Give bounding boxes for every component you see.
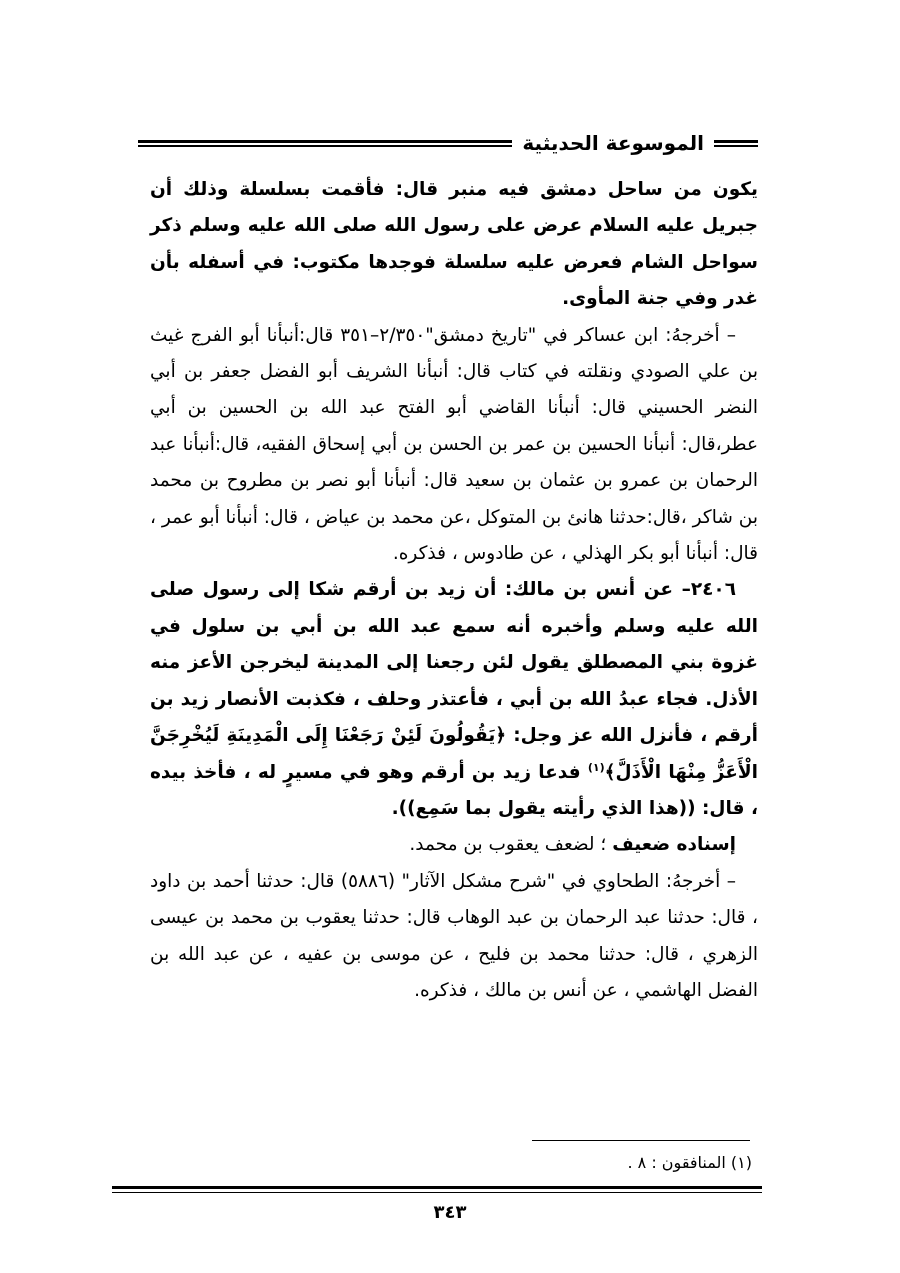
header-rule-left <box>138 140 512 147</box>
header-title: الموسوعة الحديثية <box>522 131 704 155</box>
paragraph-takhrij-ibn-asakir: – أخرجهُ: ابن عساكر في "تاريخ دمشق"٢/٣٥٠–٣٥١ قال:أنبأنا أبو الفرج غيث بن علي الصودي ونقلته في كتاب قال: أنبأنا الشريف أبو الفضل جعفر بن أبي النضر الحسيني قال: أنبأنا القاضي أبو الفتح عبد الله بن الحسين بن أبي عطر،قال: أنبأنا الحسين بن عمر بن الحسن بن أبي إسحاق الفقيه، قال:أنبأنا عبد الرحمان بن عمرو بن عثمان بن سعيد قال: أنبأنا أبو نصر بن مطروح بن محمد بن شاكر ،قال:حدثنا هانئ بن المتوكل ،عن محمد بن عياض ، قال: أنبأنا أبو عمر ، قال: أنبأنا أبو بكر الهذلي ، عن طادوس ، فذكره. <box>150 324 758 565</box>
page-number: ٣٤٣ <box>433 1202 467 1223</box>
paragraph-narration-end: يكون من ساحل دمشق فيه منبر قال: فأقمت بسلسلة وذلك أن جبريل عليه السلام عرض على رسول الله صلى الله عليه وسلم ذكر سواحل الشام فعرض عليه سلسلة فوجدها مكتوب: في أسفله بأن غدر وفي جنة المأوى. <box>150 179 758 310</box>
paragraph-isnad-grade <box>150 827 758 863</box>
header-rule-right <box>714 140 758 147</box>
page-body <box>150 172 758 1009</box>
paragraph-hadith-2406 <box>150 572 758 827</box>
isnad-grade-reason: ؛ لضعف يعقوب بن محمد. <box>409 834 613 856</box>
hadith-text-before-note: ٢٤٠٦– عن أنس بن مالك: أن زيد بن أرقم شكا إلى رسول صلى الله عليه وسلم وأخبره أنه سمع عبد الله بن أبي بن سلول في غزوة بني المصطلق يقول لئن رجعنا إلى المدينة ليخرجن الأعز منه الأذل. فجاء عبدُ الله بن أبي ، فأعتذر وحلف ، فكذبت الأنصار زيد بن أرقم ، فأنزل الله عز وجل: ﴿يَقُولُونَ لَئِنْ رَجَعْنَا إِلَى الْمَدِينَةِ لَيُخْرِجَنَّ الْأَعَزُّ مِنْهَا الْأَذَلَّ﴾ <box>150 579 758 783</box>
paragraph-takhrij-tahawi: – أخرجهُ: الطحاوي في "شرح مشكل الآثار" (٥٨٨٦) قال: حدثنا أحمد بن داود ، قال: حدثنا عبد الرحمان بن عبد الوهاب قال: حدثنا يعقوب بن محمد بن عيسى الزهري ، قال: حدثنا محمد بن فليح ، عن موسى بن عفيه ، عن عبد الله بن الفضل الهاشمي ، عن أنس بن مالك ، فذكره. <box>150 870 758 1001</box>
isnad-grade-label: إسناده ضعيف <box>612 834 736 856</box>
footer-rule <box>112 1186 762 1193</box>
footnote-marker[interactable]: (١) <box>587 760 605 774</box>
running-header <box>138 128 758 158</box>
hadith-text-after-note: فدعا زيد بن أرقم وهو في مسيرٍ له ، فأخذ بيده ، قال: ((هذا الذي رأيته يقول بما سَمِع)). <box>150 761 758 819</box>
footnote-separator <box>532 1140 750 1141</box>
footnote: (١) المنافقون : ٨ . <box>627 1153 752 1172</box>
